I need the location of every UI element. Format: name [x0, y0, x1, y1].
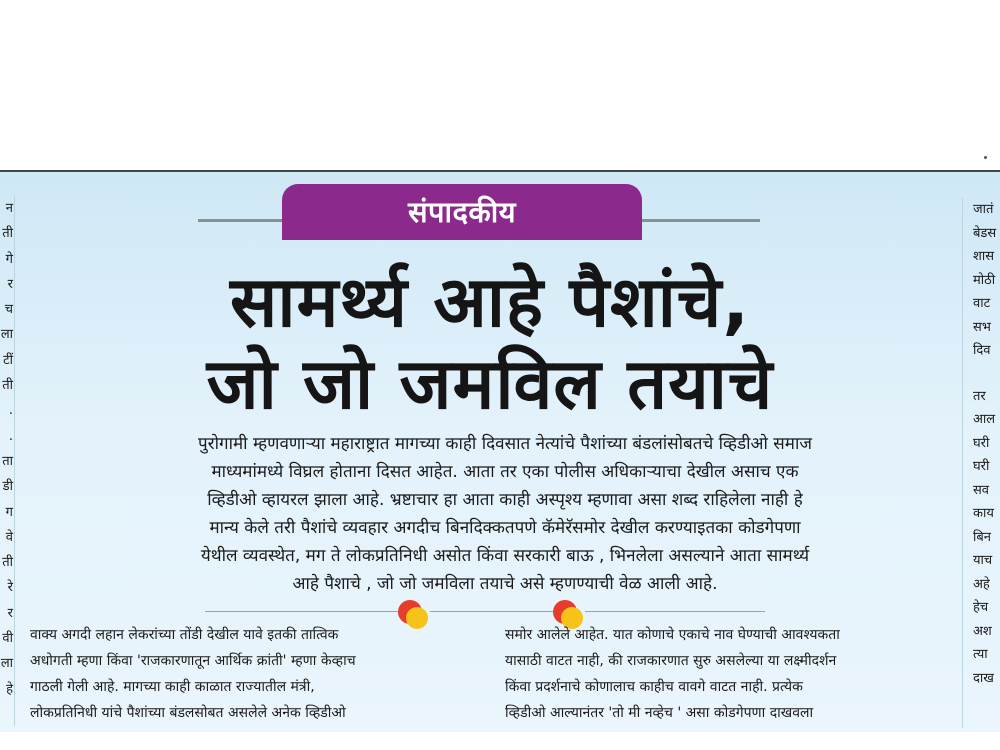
margin-fragment: ग: [5, 504, 13, 520]
margin-fragment: सभ: [973, 319, 991, 335]
margin-fragment: काय: [973, 506, 994, 521]
lead-line: माध्यमांमध्ये विघ्रल होताना दिसत आहेत. आता तर एका पोलीस अधिकाऱ्याचा देखील असाच एक: [211, 462, 799, 482]
margin-fragment: बिन: [973, 529, 992, 545]
margin-fragment: ती: [2, 555, 13, 571]
lead-line: येथील व्यवस्थेत, मग ते लोकप्रतिनिधी असोत किंवा सरकारी बाऊ , भिनलेला असल्याने आता सामर्थ्य: [200, 546, 810, 566]
body-line: व्हिडीओ आल्यानंतर 'तो मी नव्हेच ' असा कोडगेपणा दाखवला: [505, 705, 814, 721]
lead-line: आहे पैशाचे , जो जो जमविला तयाचे असे म्हणण्याची वेळ आली आहे.: [292, 574, 718, 594]
margin-fragment: ला: [0, 656, 13, 672]
body-column-right: [505, 622, 950, 726]
margin-fragment: घरी: [973, 459, 990, 474]
margin-fragment: टीं: [3, 352, 13, 368]
margin-fragment: रे: [7, 580, 13, 596]
margin-fragment: हेच: [973, 600, 989, 615]
margin-fragment: वाट: [973, 296, 991, 311]
lead-line: पुरोगामी म्हणवणाऱ्या महाराष्ट्रात मागच्या काही दिवसात नेत्यांचे पैशांच्या बंडलांसोबतचे व्हिडीओ समाज: [198, 434, 812, 454]
body-line: लोकप्रतिनिधी यांचे पैशांच्या बंडलसोबत असलेले अनेक व्हिडीओ: [30, 705, 346, 721]
headline-line-1: सामर्थ्य आहे पैशांचे,: [230, 261, 750, 343]
margin-fragment: .: [8, 428, 13, 444]
badge-rule-left: [198, 219, 288, 222]
margin-fragment: डी: [2, 479, 13, 495]
margin-fragment: च: [4, 302, 13, 318]
margin-fragment: र: [7, 605, 13, 621]
margin-fragment: शास: [973, 249, 994, 264]
section-badge: संपादकीय: [282, 184, 642, 240]
margin-fragment: गे: [5, 251, 13, 267]
body-column-left: [30, 622, 480, 726]
right-column-fragment: [962, 198, 1000, 728]
lead-paragraph: [50, 430, 960, 598]
margin-fragment: वी: [2, 631, 13, 647]
margin-fragment: दाख: [973, 670, 994, 686]
body-line: किंवा प्रदर्शनाचे कोणालाच काहीच वावगे वाटत नाही. प्रत्येक: [505, 679, 803, 695]
margin-fragment: त्या: [973, 647, 988, 662]
margin-fragment: बेडस: [973, 225, 997, 241]
margin-fragment: वे: [5, 529, 13, 545]
body-line: अधोगती म्हणा किंवा 'राजकारणातून आर्थिक क्रांती' म्हणा केव्हाच: [30, 653, 356, 669]
margin-fragment: ला: [0, 327, 13, 343]
margin-fragment: हे: [6, 681, 13, 697]
margin-fragment: .: [8, 403, 13, 419]
margin-fragment: तर: [973, 388, 986, 404]
page-bottom-margin: [0, 732, 1000, 750]
margin-fragment: [973, 363, 1000, 385]
lead-line: व्हिडीओ व्हायरल झाला आहे. भ्रष्टाचार हा आता काही अस्पृश्य म्हणावा असा शब्द राहिलेला नाही हे: [207, 490, 803, 510]
body-line: गाठली गेली आहे. मागच्या काही काळात राज्यातील मंत्री,: [30, 679, 315, 695]
margin-fragment: न: [5, 201, 13, 216]
margin-fragment: दिव: [973, 343, 991, 358]
section-divider: [585, 611, 765, 612]
body-line: वाक्य अगदी लहान लेकरांच्या तोंडी देखील यावे इतकी तात्विक: [30, 627, 339, 643]
margin-fragment: आल: [973, 412, 996, 427]
margin-fragment: घरी: [973, 435, 990, 451]
margin-fragment: याच: [973, 553, 993, 568]
left-column-fragment: [0, 196, 15, 726]
margin-fragment: सव: [973, 482, 990, 498]
section-divider: [205, 611, 405, 612]
page-top-margin: [0, 0, 1000, 170]
margin-fragment: र: [7, 276, 13, 292]
body-line: यासाठी वाटत नाही, की राजकारणात सुरु असलेल्या या लक्ष्मीदर्शन: [505, 653, 837, 669]
badge-rule-right: [640, 219, 760, 222]
section-divider: [430, 611, 560, 612]
margin-fragment: ता: [2, 453, 13, 469]
margin-fragment: ती: [2, 378, 13, 394]
lead-line: मान्य केले तरी पैशांचे व्यवहार अगदीच बिनदिक्कतपणे कॅमेरॅसमोर देखील करण्याइतका कोडगेपणा: [209, 518, 801, 538]
margin-fragment: मोठी: [973, 272, 996, 288]
margin-fragment: ती: [2, 226, 13, 242]
margin-fragment: अश: [973, 623, 992, 639]
margin-fragment: जातं: [973, 202, 994, 217]
print-speck: [984, 156, 987, 159]
body-line: समोर आलेले आहेत. यात कोणाचे एकाचे नाव घेण्याची आवश्यकता: [505, 627, 840, 643]
headline-line-2: जो जो जमविल तयाचे: [206, 343, 774, 425]
margin-fragment: अहे: [973, 576, 990, 592]
